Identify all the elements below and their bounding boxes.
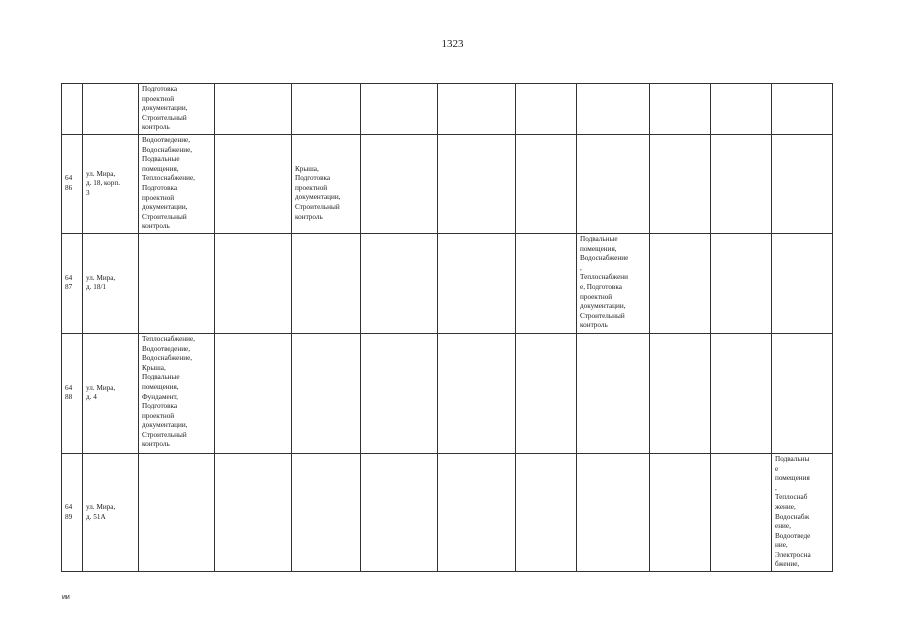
work-types-cell [577, 135, 650, 234]
work-types-cell: Подвальны e помещения , Теплоснаб жение, Водоснабж ение, Водоотведе ние, Электросна бжение, [772, 453, 833, 571]
table-row [62, 333, 833, 453]
empty-cell [650, 333, 711, 453]
work-types-cell [292, 333, 361, 453]
empty-cell [215, 333, 292, 453]
work-types-cell [139, 453, 215, 571]
work-types-cell [292, 233, 361, 333]
empty-cell [650, 233, 711, 333]
repair-schedule-table [61, 83, 833, 572]
empty-cell [361, 453, 438, 571]
empty-cell [438, 135, 516, 234]
work-types-cell [292, 84, 361, 135]
empty-cell [711, 333, 772, 453]
row-number-cell: 64 89 [62, 453, 83, 571]
work-types-cell [772, 135, 833, 234]
address-cell: ул. Мира, д. 18/1 [83, 233, 139, 333]
empty-cell [215, 453, 292, 571]
work-types-cell [139, 233, 215, 333]
address-cell: ул. Мира, д. 4 [83, 333, 139, 453]
table-row [62, 453, 833, 571]
empty-cell [516, 233, 577, 333]
empty-cell [711, 135, 772, 234]
empty-cell [516, 333, 577, 453]
work-types-cell [772, 84, 833, 135]
address-cell: ул. Мира, д. 51А [83, 453, 139, 571]
empty-cell [711, 84, 772, 135]
work-types-cell: Подготовка проектной документации, Строительный контроль [139, 84, 215, 135]
work-types-cell [772, 333, 833, 453]
empty-cell [438, 453, 516, 571]
empty-cell [438, 333, 516, 453]
work-types-cell: Водоотведение, Водоснабжение, Подвальные помещения, Теплоснабжение, Подготовка проектной документации, Строительный контроль [139, 135, 215, 234]
empty-cell [361, 233, 438, 333]
empty-cell [361, 135, 438, 234]
empty-cell [361, 333, 438, 453]
table-row [62, 84, 833, 135]
table-row [62, 233, 833, 333]
work-types-cell: Крыша, Подготовка проектной документации, Строительный контроль [292, 135, 361, 234]
empty-cell [650, 84, 711, 135]
work-types-cell [292, 453, 361, 571]
row-number-cell [62, 84, 83, 135]
empty-cell [650, 135, 711, 234]
work-types-cell [577, 84, 650, 135]
row-number-cell: 64 86 [62, 135, 83, 234]
empty-cell [516, 84, 577, 135]
empty-cell [516, 135, 577, 234]
empty-cell [711, 233, 772, 333]
empty-cell [361, 84, 438, 135]
work-types-cell [772, 233, 833, 333]
empty-cell [711, 453, 772, 571]
work-types-cell [577, 453, 650, 571]
empty-cell [650, 453, 711, 571]
work-types-cell: Подвальные помещения, Водоснабжение , Теплоснабжени e, Подготовка проектной документации, Строительный контроль [577, 233, 650, 333]
page-number: 1323 [441, 38, 464, 50]
empty-cell [215, 84, 292, 135]
empty-cell [438, 84, 516, 135]
empty-cell [215, 233, 292, 333]
footer-mark: ии [62, 594, 70, 601]
row-number-cell: 64 88 [62, 333, 83, 453]
empty-cell [215, 135, 292, 234]
work-types-cell [577, 333, 650, 453]
work-types-cell: Теплоснабжение, Водоотведение, Водоснабжение, Крыша, Подвальные помещения, Фундамент, Подготовка проектной документации, Строительный контроль [139, 333, 215, 453]
empty-cell [516, 453, 577, 571]
table-row [62, 135, 833, 234]
address-cell: ул. Мира, д. 18, корп. 3 [83, 135, 139, 234]
address-cell [83, 84, 139, 135]
empty-cell [438, 233, 516, 333]
row-number-cell: 64 87 [62, 233, 83, 333]
